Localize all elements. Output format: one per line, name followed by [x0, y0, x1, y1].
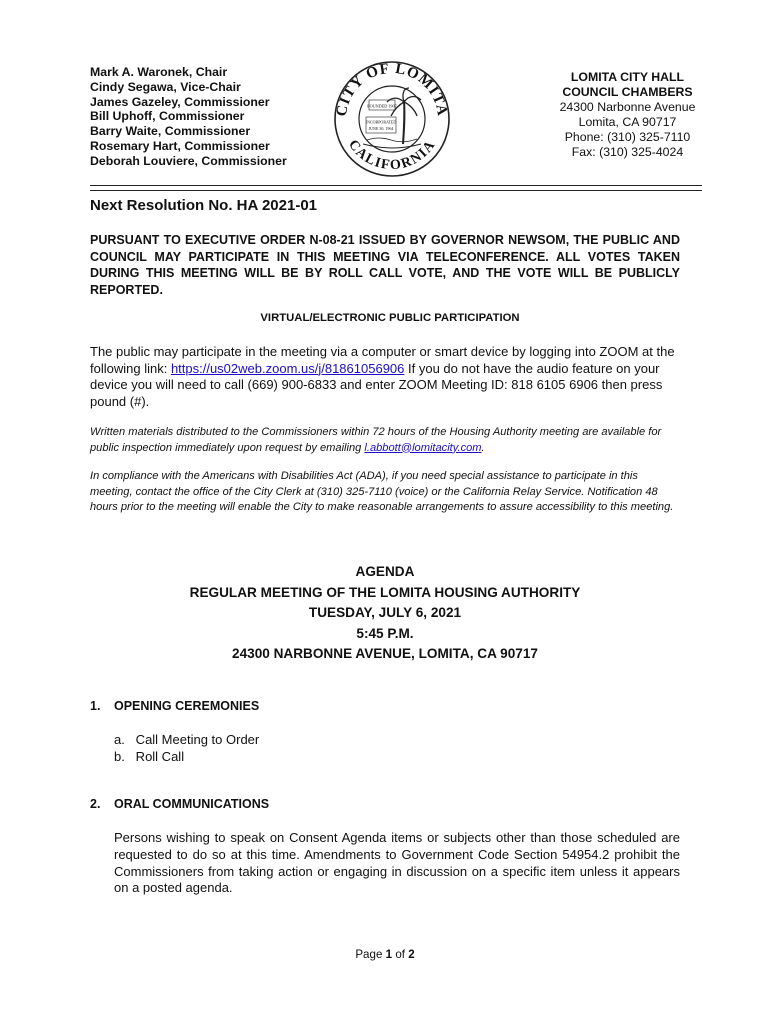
written-materials-end: . — [481, 441, 485, 454]
list-item: a. Call Meeting to Order — [114, 732, 260, 747]
page-current: 1 — [385, 948, 393, 961]
participation-instructions — [90, 344, 682, 410]
section-number: 2. — [90, 797, 101, 811]
zoom-link[interactable]: https://us02web.zoom.us/j/81861056906 — [170, 360, 405, 376]
venue-phone: Phone: (310) 325-7110 — [564, 130, 691, 144]
header-divider-top — [90, 185, 702, 186]
venue-city: Lomita, CA 90717 — [578, 115, 677, 129]
agenda-heading-block — [90, 562, 680, 665]
agenda-title: AGENDA — [355, 564, 415, 579]
city-seal-logo — [333, 60, 451, 178]
clerk-email-link[interactable]: l.abbott@lomitacity.com — [364, 441, 482, 454]
venue-fax: Fax: (310) 325-4024 — [571, 145, 684, 159]
opening-ceremonies-items — [114, 732, 259, 765]
commissioner-name: Deborah Louviere, Commissioner — [90, 153, 287, 168]
page-of-label: of — [392, 948, 409, 961]
participation-text: The public may participate in the meeting via a computer or smart device by logging into ZOOM at the following link: — [90, 344, 675, 376]
oral-communications-text: Persons wishing to speak on Consent Agenda items or subjects other than those scheduled are requested to do so at this time. Amendments to Government Code Section 54954.2 prohibit the Commissioners from taking action or engaging in discussion on a specific item unless it appears on a posted agenda. — [114, 830, 680, 896]
meeting-time: 5:45 P.M. — [356, 625, 414, 641]
commissioner-name: Cindy Segawa, Vice-Chair — [90, 79, 241, 94]
written-materials-notice — [90, 425, 682, 456]
meeting-name: REGULAR MEETING OF THE LOMITA HOUSING AUTHORITY — [189, 584, 581, 600]
svg-text:FOUNDED 1907: FOUNDED 1907 — [367, 103, 397, 109]
svg-text:INCORPORATED: INCORPORATED — [365, 119, 397, 125]
page-total: 2 — [408, 948, 415, 961]
commissioner-name: Rosemary Hart, Commissioner — [90, 138, 270, 153]
virtual-participation-heading: VIRTUAL/ELECTRONIC PUBLIC PARTICIPATION — [260, 312, 520, 324]
section-number: 1. — [90, 699, 101, 713]
commissioner-name: James Gazeley, Commissioner — [90, 94, 270, 109]
venue-address: 24300 Narbonne Avenue — [559, 100, 696, 114]
page-footer — [0, 948, 770, 961]
page-label: Page — [355, 948, 386, 961]
commissioner-name: Mark A. Waronek, Chair — [90, 65, 228, 79]
written-materials-text: Written materials distributed to the Commissioners within 72 hours of the Housing Authority meeting are available for public inspection immediately upon request by emailing — [90, 426, 662, 454]
meeting-address: 24300 NARBONNE AVENUE, LOMITA, CA 90717 — [232, 646, 538, 662]
ada-notice: In compliance with the Americans with Disabilities Act (ADA), if you need special assistance to participate in this meeting, contact the office of the City Clerk at (310) 325-7110 (voice) or the California Relay Service. Notification 48 hours prior to the meeting will enable the City to make reasonable arrangements to assure accessibility to this meeting. — [90, 470, 674, 513]
list-item: b. Roll Call — [114, 748, 185, 764]
section-title: OPENING CEREMONIES — [114, 699, 260, 713]
venue-room: COUNCIL CHAMBERS — [562, 85, 693, 99]
section-oral-communications — [90, 797, 269, 811]
meeting-date: TUESDAY, JULY 6, 2021 — [308, 605, 462, 621]
svg-text:JUNE 30, 1964: JUNE 30, 1964 — [368, 126, 394, 131]
executive-order-notice: PURSUANT TO EXECUTIVE ORDER N-08-21 ISSUED BY GOVERNOR NEWSOM, THE PUBLIC AND COUNCIL MAY PARTICIPATE IN THIS MEETING VIA TELECONFERENCE. ALL VOTES TAKEN DURING THIS MEETING WILL BE BY ROLL CALL VOTE, AND THE VOTE WILL BE PUBLICLY REPORTED. — [90, 233, 680, 297]
section-opening-ceremonies — [90, 699, 259, 713]
participation-text-cont: If you do not have the audio feature on your device you will need to call (669) 900-6833 and enter ZOOM Meeting ID: 818 6105 6906 then press pound (#). — [90, 360, 663, 409]
venue-name: LOMITA CITY HALL — [570, 70, 685, 84]
meeting-venue — [540, 70, 715, 160]
section-title: ORAL COMMUNICATIONS — [114, 797, 270, 811]
header-divider-bottom — [90, 190, 702, 191]
resolution-number: Next Resolution No. HA 2021-01 — [90, 197, 317, 214]
commissioners-list — [90, 65, 287, 169]
commissioner-name: Barry Waite, Commissioner — [90, 124, 251, 139]
svg-text:CITY OF LOMITA: CITY OF LOMITA — [333, 60, 451, 118]
svg-text:CALIFORNIA: CALIFORNIA — [344, 137, 440, 174]
commissioner-name: Bill Uphoff, Commissioner — [90, 109, 245, 124]
